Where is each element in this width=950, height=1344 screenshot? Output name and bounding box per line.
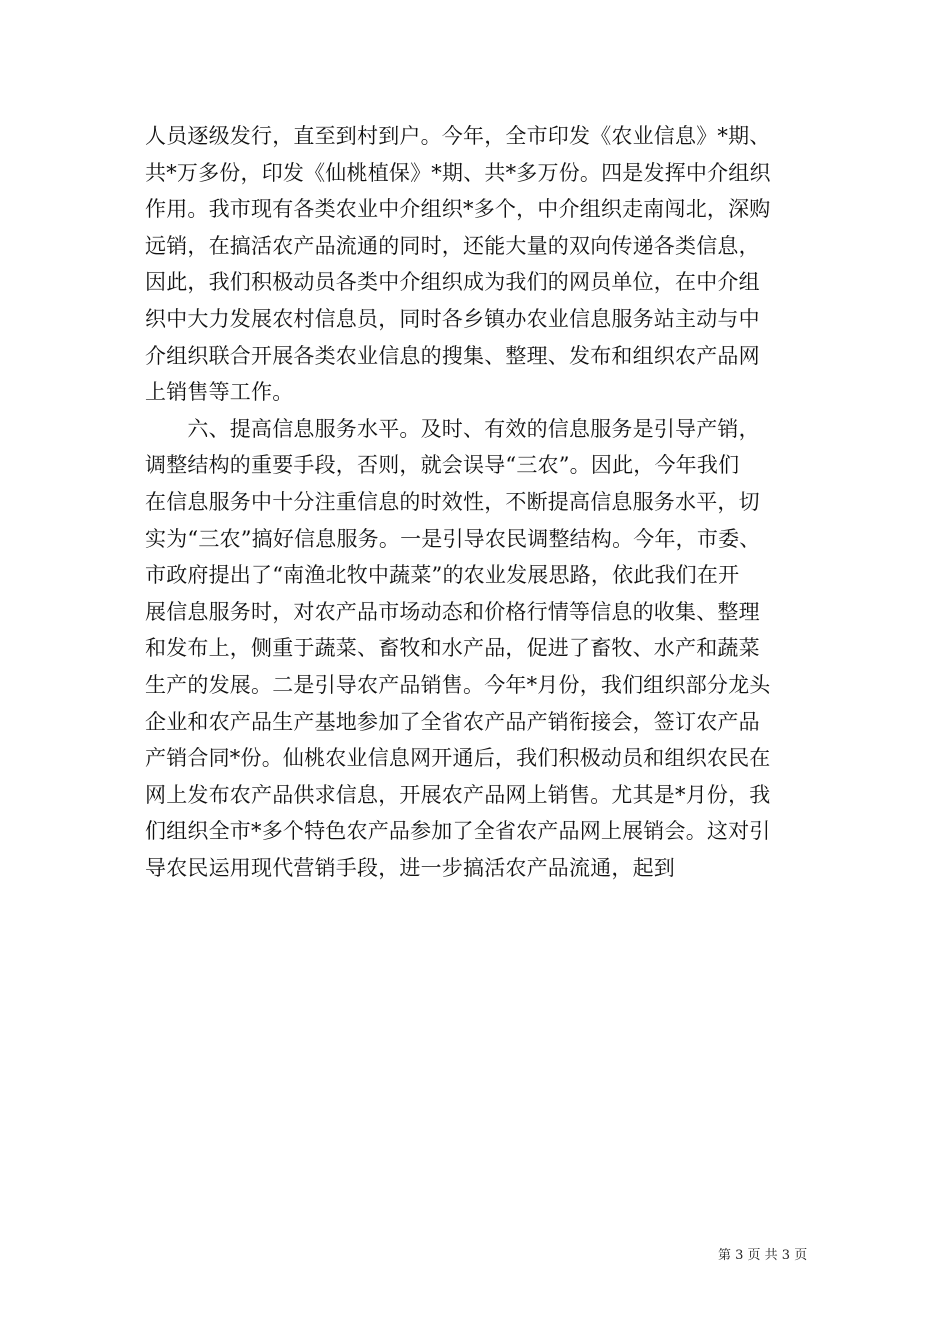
text-line: 网上发布农产品供求信息，开展农产品网上销售。尤其是*月份，我 <box>145 782 771 807</box>
text-line: 展信息服务时，对农产品市场动态和价格行情等信息的收集、整理 <box>145 599 760 624</box>
text-line: 们组织全市*多个特色农产品参加了全省农产品网上展销会。这对引 <box>145 819 771 844</box>
text-line: 远销，在搞活农产品流通的同时，还能大量的双向传递各类信息， <box>145 233 760 258</box>
text-line: 六、提高信息服务水平。及时、有效的信息服务是引导产销， <box>145 416 760 441</box>
text-line: 产销合同*份。仙桃农业信息网开通后，我们积极动员和组织农民在 <box>145 746 771 771</box>
text-line: 调整结构的重要手段，否则，就会误导“三农”。因此，今年我们 <box>145 453 740 478</box>
text-line: 实为“三农”搞好信息服务。一是引导农民调整结构。今年，市委、 <box>145 526 761 551</box>
text-line: 介组织联合开展各类农业信息的搜集、整理、发布和组织农产品网 <box>145 343 760 368</box>
text-line: 在信息服务中十分注重信息的时效性，不断提高信息服务水平，切 <box>145 489 760 514</box>
text-line: 上销售等工作。 <box>145 380 294 405</box>
text-line: 市政府提出了“南渔北牧中蔬菜”的农业发展思路，依此我们在开 <box>145 563 740 588</box>
text-line: 织中大力发展农村信息员，同时各乡镇办农业信息服务站主动与中 <box>145 306 760 331</box>
text-line: 企业和农产品生产基地参加了全省农产品产销衔接会，签订农产品 <box>145 709 760 734</box>
body-text <box>145 118 825 886</box>
text-line: 因此，我们积极动员各类中介组织成为我们的网员单位，在中介组 <box>145 270 760 295</box>
text-line: 人员逐级发行，直至到村到户。今年，全市印发《农业信息》*期、 <box>145 124 771 148</box>
text-line: 导农民运用现代营销手段，进一步搞活农产品流通，起到 <box>145 855 675 880</box>
text-line: 和发布上，侧重于蔬菜、畜牧和水产品，促进了畜牧、水产和蔬菜 <box>145 636 760 661</box>
page-number-footer: 第 3 页 共 3 页 <box>718 1248 808 1263</box>
text-line: 生产的发展。二是引导农产品销售。今年*月份，我们组织部分龙头 <box>145 672 771 697</box>
text-line: 共*万多份，印发《仙桃植保》*期、共*多万份。四是发挥中介组织 <box>145 160 771 185</box>
text-line: 作用。我市现有各类农业中介组织*多个，中介组织走南闯北，深购 <box>145 197 771 222</box>
